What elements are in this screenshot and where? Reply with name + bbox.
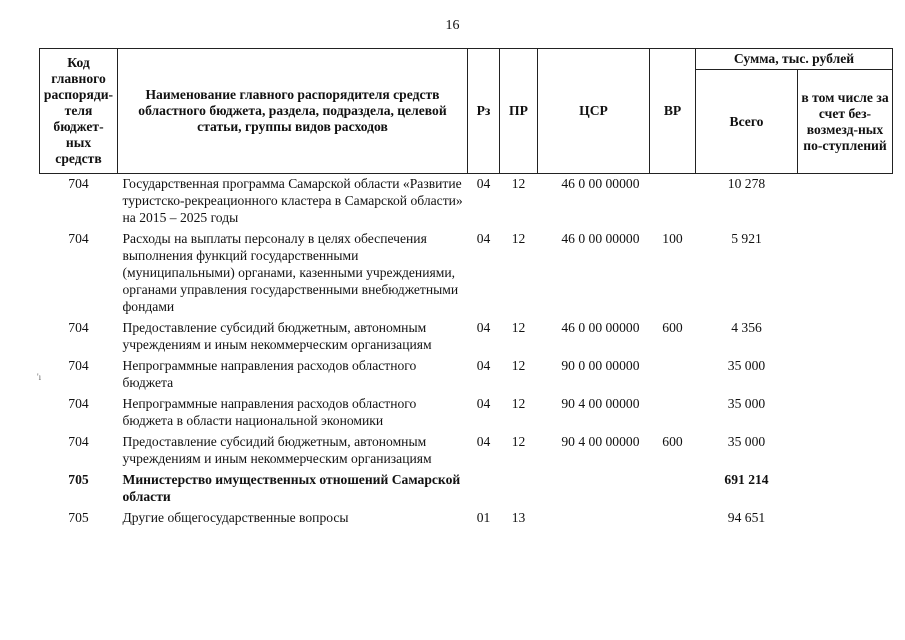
cell-vr xyxy=(650,356,696,394)
cell-code: 705 xyxy=(68,510,89,525)
cell-total: 94 651 xyxy=(727,510,766,525)
header-code: Код главного распоряди-теля бюджет-ных средств xyxy=(40,49,118,174)
cell-name: Предоставление субсидий бюджетным, автономным учреждениям и иным некоммерческим организациям xyxy=(122,320,432,352)
cell-code: 704 xyxy=(68,176,89,191)
table-row xyxy=(40,229,893,318)
header-csr: ЦСР xyxy=(538,49,650,174)
scan-mark: 'ı xyxy=(37,372,42,382)
cell-vr xyxy=(650,394,696,432)
header-sum-group: Сумма, тыс. рублей xyxy=(696,49,893,70)
cell-csr: 46 0 00 00000 xyxy=(561,320,640,335)
cell-rz: 04 xyxy=(476,176,491,191)
cell-rz: 04 xyxy=(476,358,491,373)
cell-vr: 600 xyxy=(662,320,683,335)
cell-code: 704 xyxy=(68,358,89,373)
cell-name: Непрограммные направления расходов областного бюджета в области национальной экономики xyxy=(122,396,417,428)
cell-name: Министерство имущественных отношений Самарской области xyxy=(122,472,461,504)
cell-total: 4 356 xyxy=(731,320,762,335)
cell-pr: 12 xyxy=(511,320,526,335)
table-row xyxy=(40,432,893,470)
cell-rz: 04 xyxy=(476,231,491,246)
cell-total: 691 214 xyxy=(724,472,769,487)
table-row xyxy=(40,356,893,394)
cell-rz xyxy=(468,470,500,508)
cell-pr: 12 xyxy=(511,434,526,449)
cell-code: 705 xyxy=(68,472,89,487)
cell-pr: 13 xyxy=(511,510,526,525)
cell-name: Расходы на выплаты персоналу в целях обеспечения выполнения функций государственными (муниципальными) органами, казенными учреждениями, органами управления государственными внебюджетными фондами xyxy=(122,231,459,314)
cell-total: 35 000 xyxy=(727,434,766,449)
cell-vr xyxy=(650,174,696,230)
table-row xyxy=(40,470,893,508)
page-number: 16 xyxy=(445,18,460,33)
table-body xyxy=(40,174,893,530)
cell-rz: 04 xyxy=(476,320,491,335)
cell-incl xyxy=(798,394,893,432)
cell-pr: 12 xyxy=(511,358,526,373)
cell-code: 704 xyxy=(68,396,89,411)
cell-csr: 46 0 00 00000 xyxy=(561,231,640,246)
table-row xyxy=(40,174,893,230)
header-vr: ВР xyxy=(650,49,696,174)
cell-name: Непрограммные направления расходов областного бюджета xyxy=(122,358,417,390)
cell-name: Другие общегосударственные вопросы xyxy=(122,510,349,525)
cell-vr: 600 xyxy=(662,434,683,449)
cell-incl xyxy=(798,174,893,230)
cell-total: 35 000 xyxy=(727,358,766,373)
cell-vr xyxy=(650,470,696,508)
cell-incl xyxy=(798,508,893,529)
cell-rz: 01 xyxy=(476,510,491,525)
cell-incl xyxy=(798,470,893,508)
cell-pr: 12 xyxy=(511,396,526,411)
cell-code: 704 xyxy=(68,434,89,449)
table-row xyxy=(40,508,893,529)
cell-name: Предоставление субсидий бюджетным, автономным учреждениям и иным некоммерческим организациям xyxy=(122,434,432,466)
cell-incl xyxy=(798,318,893,356)
table-row xyxy=(40,394,893,432)
cell-csr: 90 4 00 00000 xyxy=(561,434,640,449)
cell-vr xyxy=(650,508,696,529)
cell-name: Государственная программа Самарской области «Развитие туристско-рекреационного кластера в Самарской области» на 2015 – 2025 годы xyxy=(122,176,463,225)
cell-total: 5 921 xyxy=(731,231,762,246)
cell-total: 10 278 xyxy=(727,176,766,191)
cell-vr: 100 xyxy=(662,231,683,246)
cell-csr xyxy=(538,470,650,508)
cell-pr: 12 xyxy=(511,231,526,246)
cell-incl xyxy=(798,356,893,394)
budget-table xyxy=(39,48,893,529)
cell-incl xyxy=(798,432,893,470)
cell-csr: 90 4 00 00000 xyxy=(561,396,640,411)
header-rz: Рз xyxy=(468,49,500,174)
cell-total: 35 000 xyxy=(727,396,766,411)
cell-csr: 46 0 00 00000 xyxy=(561,176,640,191)
header-pr: ПР xyxy=(500,49,538,174)
header-total: Всего xyxy=(696,70,798,174)
cell-rz: 04 xyxy=(476,396,491,411)
cell-pr: 12 xyxy=(511,176,526,191)
header-name: Наименование главного распорядителя средств областного бюджета, раздела, подраздела, целевой статьи, группы видов расходов xyxy=(118,49,468,174)
table-row xyxy=(40,318,893,356)
cell-code: 704 xyxy=(68,231,89,246)
cell-incl xyxy=(798,229,893,318)
cell-pr xyxy=(500,470,538,508)
cell-rz: 04 xyxy=(476,434,491,449)
cell-code: 704 xyxy=(68,320,89,335)
cell-csr: 90 0 00 00000 xyxy=(561,358,640,373)
header-incl: в том числе за счет без-возмезд-ных по-ступлений xyxy=(798,70,893,174)
cell-csr xyxy=(538,508,650,529)
